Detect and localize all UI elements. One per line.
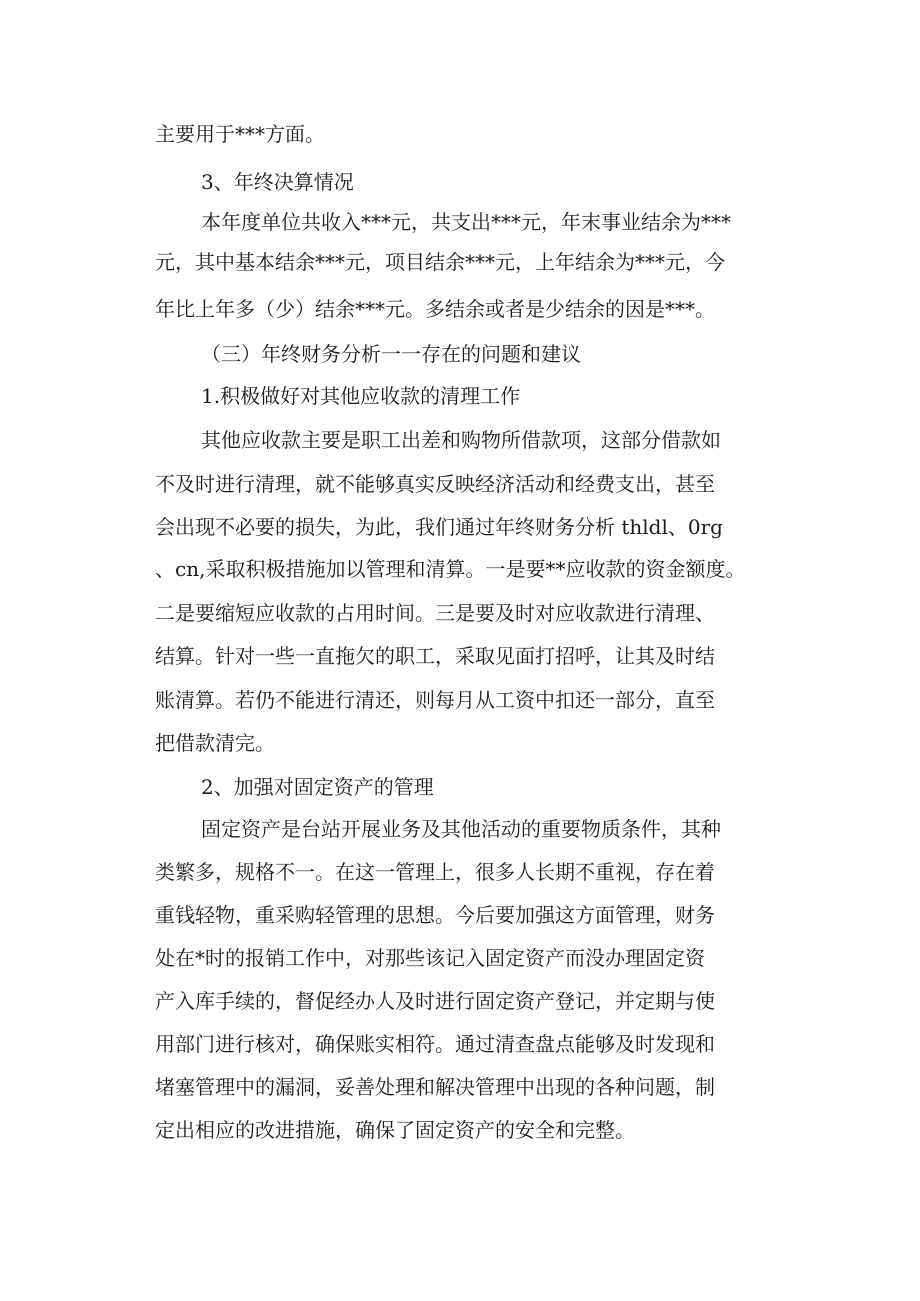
section-heading: 3、年终决算情况 bbox=[201, 170, 354, 194]
text-line: 重钱轻物，重采购轻管理的思想。今后要加强这方面管理，财务 bbox=[155, 903, 715, 927]
section-heading: （三）年终财务分析一一存在的问题和建议 bbox=[201, 342, 581, 366]
text-line: 不及时进行清理，就不能够真实反映经济活动和经费支出，甚至 bbox=[155, 472, 715, 496]
text-line: 用部门进行核对，确保账实相符。通过清查盘点能够及时发现和 bbox=[155, 1032, 715, 1056]
text-line: 账清算。若仍不能进行清还，则每月从工资中扣还一部分，直至 bbox=[155, 688, 715, 712]
text-line: 年比上年多（少）结余***元。多结余或者是少结余的因是***。 bbox=[155, 297, 715, 321]
text-line: 堵塞管理中的漏洞，妥善处理和解决管理中出现的各种问题，制 bbox=[155, 1075, 715, 1099]
text-line: 固定资产是台站开展业务及其他活动的重要物质条件，其种 bbox=[201, 817, 721, 841]
text-line: 、cn,采取积极措施加以管理和清算。一是要**应收款的资金额度。 bbox=[155, 557, 746, 581]
text-line: 定出相应的改进措施，确保了固定资产的安全和完整。 bbox=[155, 1118, 635, 1142]
text-line: 二是要缩短应收款的占用时间。三是要及时对应收款进行清理、 bbox=[155, 601, 715, 625]
text-line: 产入库手续的，督促经办人及时进行固定资产登记，并定期与使 bbox=[155, 989, 715, 1013]
text-line: 本年度单位共收入***元，共支出***元，年末事业结余为*** bbox=[201, 210, 731, 234]
text-line: 把借款清完。 bbox=[155, 731, 275, 755]
text-line: 会出现不必要的损失，为此，我们通过年终财务分析 thldl、0rg bbox=[155, 515, 723, 539]
text-line: 处在*时的报销工作中，对那些该记入固定资产而没办理固定资 bbox=[155, 946, 705, 970]
sub-heading: 2、加强对固定资产的管理 bbox=[201, 775, 434, 799]
text-line: 元，其中基本结余***元，项目结余***元，上年结余为***元，今 bbox=[155, 250, 725, 274]
sub-heading: 1.积极做好对其他应收款的清理工作 bbox=[201, 384, 521, 408]
text-line: 主要用于***方面。 bbox=[155, 122, 325, 146]
text-line: 类繁多，规格不一。在这一管理上，很多人长期不重视，存在着 bbox=[155, 860, 715, 884]
text-line: 其他应收款主要是职工出差和购物所借款项，这部分借款如 bbox=[201, 428, 721, 452]
text-line: 结算。针对一些一直拖欠的职工，采取见面打招呼，让其及时结 bbox=[155, 644, 715, 668]
